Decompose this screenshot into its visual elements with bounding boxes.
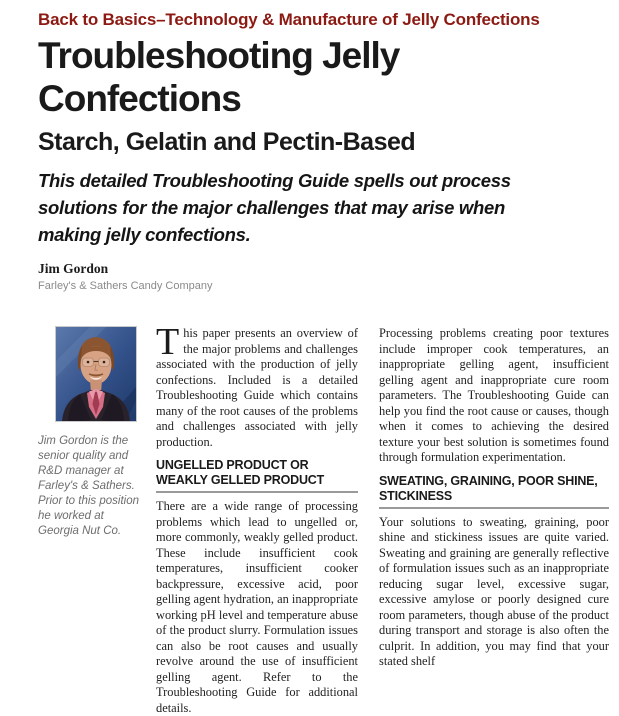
section-heading-sweating-graining: SWEATING, GRAINING, POOR SHINE, STICKINESS — [379, 473, 598, 503]
text-column-right — [379, 326, 609, 670]
drop-cap: T — [156, 321, 180, 363]
ungelled-product-paragraph: There are a wide range of processing problems which lead to ungelled or, more commonly, weakly gelled product. These include insufficient cook temperatures, insufficient cooker backpressure, excessive acid, poor gelling agent hydration, an inappropriate working pH level and temperature abuse of the product slurry. Formulation issues can also be root causes and usually revolve around the use of insufficient gelling agent. Refer to the Troubleshooting Guide for additional details. — [156, 499, 358, 715]
article-body — [38, 321, 613, 716]
author-affiliation: Farley's & Sathers Candy Company — [38, 280, 213, 292]
article-title-line2: Confections — [38, 78, 241, 119]
article-deck: This detailed Troubleshooting Guide spells out process solutions for the major challenges that may arise when making jelly confections. — [38, 170, 511, 245]
series-kicker: Back to Basics–Technology & Manufacture of Jelly Confections — [38, 10, 540, 29]
heading-rule — [379, 507, 609, 509]
heading-rule — [156, 491, 358, 493]
article-title — [38, 34, 613, 120]
intro-paragraph-text: his paper presents an overview of the major problems and challenges associated with the production of jelly confections. Included is a detailed Troubleshooting Guide which contains many of the root causes of the problems and challenges associated with jelly production. — [156, 326, 358, 449]
author-sidebar — [38, 326, 138, 539]
author-name: Jim Gordon — [38, 261, 109, 276]
author-portrait-illustration — [56, 327, 136, 421]
poor-textures-paragraph: Processing problems creating poor textures include improper cook temperatures, an inappropriate gelling agent, insufficient gelling agent and inappropriate cure room parameters. The Troubleshooting Guide can help you find the root cause or causes, though when it comes to achieving the desired texture your best solution is sometimes found through formulation experimentation. — [379, 326, 609, 464]
text-column-left — [156, 321, 358, 716]
article-title-line1: Troubleshooting Jelly — [38, 35, 400, 76]
photo-caption: Jim Gordon is the senior quality and R&D manager at Farley's & Sathers. Prior to this position he worked at Georgia Nut Co. — [38, 435, 139, 537]
intro-paragraph — [156, 321, 358, 450]
author-photo — [55, 326, 137, 422]
section-heading-ungelled-product: UNGELLED PRODUCT OR WEAKLY GELLED PRODUCT — [156, 458, 325, 487]
sweating-graining-paragraph: Your solutions to sweating, graining, poor shine and stickiness issues are quite varied. Sweating and graining are generally reflective of formulation issues such as an inappropriate reducing sugar level, excessive sugar, excessive amylose or poorly designed cure room parameters, though abuse of the product during transport and storage is also often the culprit. In addition, you may find that your stated shelf — [379, 514, 609, 668]
article-subtitle: Starch, Gelatin and Pectin-Based — [38, 128, 416, 156]
byline — [38, 261, 613, 292]
